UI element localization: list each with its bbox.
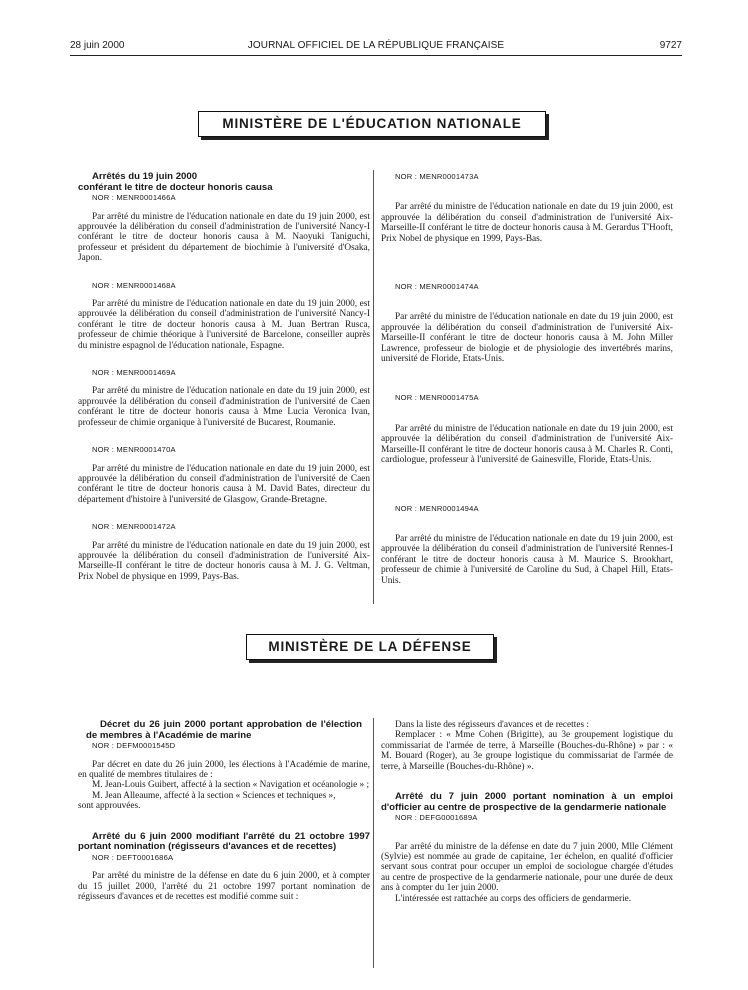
column-divider [373, 170, 374, 604]
decree-title: Arrêtés du 19 juin 2000 conférant le titre de docteur honoris causa [78, 171, 273, 193]
decree-paragraph: Par arrêté du ministre de l'éducation nationale en date du 19 juin 2000, est approuvée la délibération du conseil d'administration de l'université Aix-Marseille-II conférant le titre de docteur honoris causa à M. Charles R. Conti, cardiologue, professeur à l'université de Gainesville, Floride, Etats-Unis. [381, 423, 673, 466]
nor-reference: NOR : MENR0001494A [395, 503, 479, 513]
nor-reference: NOR : DEFT0001686A [92, 852, 174, 862]
decree-paragraph: sont approuvées. [78, 801, 141, 812]
journal-title: JOURNAL OFFICIEL DE LA RÉPUBLIQUE FRANÇAISE [247, 40, 505, 51]
nor-reference: NOR : DEFM0001545D [92, 741, 176, 751]
nor-reference: NOR : MENR0001475A [395, 393, 479, 403]
decree-paragraph: Par décret en date du 26 juin 2000, les élections à l'Académie de marine, en qualité de membres titulaires de : [78, 759, 370, 780]
decree-paragraph: Par arrêté du ministre de l'éducation nationale en date du 19 juin 2000, est approuvée la délibération du conseil d'administration de l'université Aix-Marseille-II conférant le titre de docteur honoris causa à M. Gerardus T'Hooft, Prix Nobel de physique en 1999, Pays-Bas. [381, 202, 673, 244]
nor-reference: NOR : MENR0001473A [395, 172, 479, 181]
education-right-column [381, 172, 673, 586]
ministry-defense-heading: MINISTÈRE DE LA DÉFENSE [246, 634, 494, 660]
decree-paragraph: M. Jean Alleaume, affecté à la section « Sciences et techniques », [92, 790, 336, 801]
ministry-education-heading: MINISTÈRE DE L'ÉDUCATION NATIONALE [198, 111, 546, 137]
decree-paragraph: Par arrêté du ministre de l'éducation nationale en date du 19 juin 2000, est approuvée la délibération du conseil d'administration de l'université Aix-Marseille-II conférant le titre de docteur honoris causa à M. John Miller Lawrence, professeur de biologie et de physiologie des invertébrés marins, université de Floride, Etats-Unis. [381, 312, 673, 365]
decree-paragraph: Par arrêté du ministre de l'éducation nationale en date du 19 juin 2000, est approuvée la délibération du conseil d'administration de l'université Rennes-I conférant le titre de docteur honoris causa à M. Maurice S. Brookhart, professeur de chimie à l'université de Caroline du Sud, à Chapel Hill, Etats-Unis. [381, 533, 673, 586]
decree-paragraph: Par arrêté du ministre de l'éducation nationale en date du 19 juin 2000, est approuvée la délibération du conseil d'administration de l'université Nancy-I conférant le titre de docteur honoris causa à M. Juan Bertran Rusca, professeur de chimie théorique à l'université de Barcelone, conseiller auprès du ministre espagnol de l'éducation nationale, Espagne. [78, 299, 370, 351]
education-left-column [78, 172, 370, 582]
page-header [70, 40, 682, 54]
decree-paragraph: Par arrêté du ministre de l'éducation nationale en date du 19 juin 2000, est approuvée la délibération du conseil d'administration de l'université de Caen conférant le titre de docteur honoris causa à Mme Lucia Veronica Ivan, professeur de chimie organique à l'université de Bucarest, Roumanie. [78, 386, 370, 428]
column-divider [373, 718, 374, 968]
nor-reference: NOR : MENR0001466A [92, 193, 176, 203]
decree-title: Arrêté du 7 juin 2000 portant nomination à un emploi d'officier au centre de prospective de la gendarmerie nationale [381, 791, 673, 813]
decree-paragraph: Par arrêté du ministre de la défense en date du 7 juin 2000, Mlle Clément (Sylvie) est nommée au grade de capitaine, 1er échelon, en qualité d'officier servant sous contrat pour occuper un emploi de sociologue chargée d'études au centre de prospective de la gendarmerie nationale, pour une durée de deux ans à compter du 1er juin 2000. [381, 841, 673, 894]
decree-paragraph: Par arrêté du ministre de l'éducation nationale en date du 19 juin 2000, est approuvée la délibération du conseil d'administration de l'université Aix-Marseille-II conférant le titre de docteur honoris causa à M. J. G. Veltman, Prix Nobel de physique en 1999, Pays-Bas. [78, 540, 370, 582]
nor-reference: NOR : MENR0001469A [92, 368, 176, 378]
decree-paragraph: Par arrêté du ministre de l'éducation nationale en date du 19 juin 2000, est approuvée la délibération du conseil d'administration de l'université Nancy-I conférant le titre de docteur honoris causa à M. Naoyuki Taniguchi, professeur et président du département de biochimie à l'université d'Osaka, Japon. [78, 211, 370, 264]
header-date: 28 juin 2000 [70, 40, 125, 51]
decree-paragraph: Dans la liste des régisseurs d'avances et de recettes : [395, 720, 589, 730]
defense-right-column [381, 720, 673, 904]
nor-reference: NOR : MENR0001474A [395, 282, 479, 292]
defense-left-column [78, 720, 370, 902]
decree-title: Arrêté du 6 juin 2000 modifiant l'arrêté du 21 octobre 1997 portant nomination (régisseurs d'avances et de recettes) [78, 830, 370, 853]
decree-paragraph: Par arrêté du ministre de l'éducation nationale en date du 19 juin 2000, est approuvée la délibération du conseil d'administration de l'université de Caen conférant le titre de docteur honoris causa à M. David Bates, directeur du département d'histoire à l'université de Glasgow, Grande-Bretagne. [78, 463, 370, 505]
nor-reference: NOR : MENR0001468A [92, 280, 176, 290]
page-number: 9727 [659, 40, 682, 51]
decree-paragraph: L'intéressée est rattachée au corps des officiers de gendarmerie. [395, 893, 632, 904]
decree-paragraph: Par arrêté du ministre de la défense en date du 6 juin 2000, et à compter du 15 juillet 2000, l'arrêté du 21 octobre 1997 portant nomination de régisseurs d'avances et de recettes est modifié comme suit : [78, 871, 370, 903]
nor-reference: NOR : MENR0001470A [92, 445, 176, 455]
nor-reference: NOR : DEFG0001689A [395, 813, 478, 823]
nor-reference: NOR : MENR0001472A [92, 522, 176, 532]
header-rule [70, 55, 682, 56]
decree-paragraph: M. Jean-Louis Guibert, affecté à la section « Navigation et océanologie » ; [92, 780, 370, 791]
decree-paragraph: Remplacer : « Mme Cohen (Brigitte), au 3e groupement logistique du commissariat de l'armée de terre, à Marseille (Bouches-du-Rhône) » par : « M. Bouard (Roger), au 3e groupe logistique du commissariat de l'armée de terre, à Marseille (Bouches-du-Rhône) ». [381, 730, 673, 772]
decree-title: Décret du 26 juin 2000 portant approbation de l'élection de membres à l'Académie de marine [86, 719, 362, 741]
